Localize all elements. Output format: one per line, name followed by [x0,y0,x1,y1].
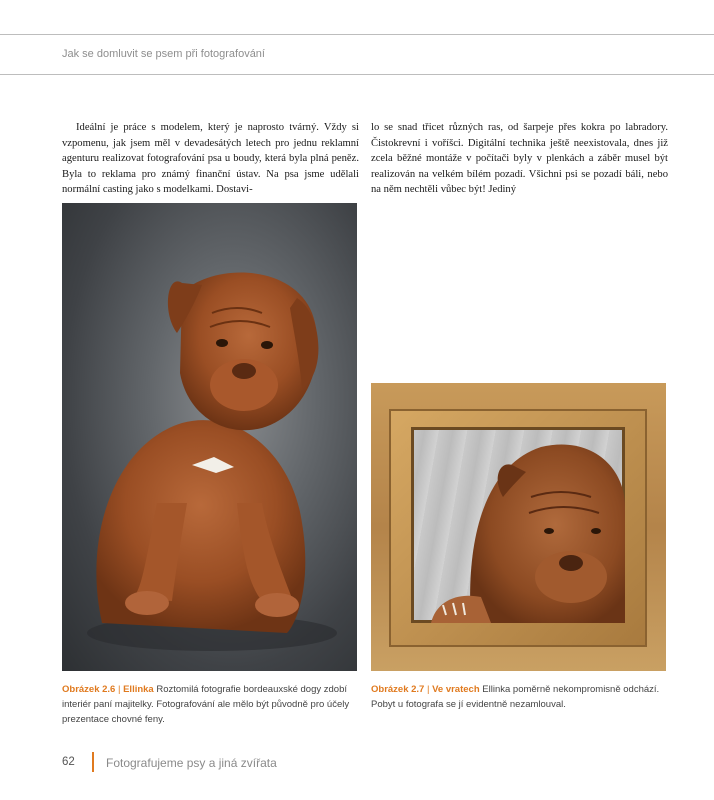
dog-head-illustration [411,427,625,623]
figure-label: Obrázek 2.6 [62,684,116,695]
body-column-left [62,120,359,198]
figure-name: Ve vratech [432,684,480,695]
body-column-right [371,120,668,198]
footer-accent-bar [92,752,94,772]
top-rule [0,34,714,35]
paragraph: lo se snad třicet různých ras, od šarpeje přes kokra po labradory. Čistokrevní i voříšci. Digitální technika ještě neexistovala, dnes již zcela běžné montáže v počítači byly v plenkách a záběr musel být realizován na velkém bílém pozadí. Všichni psi se pozadí báli, nebo na něm nechtěli vůbec být! Jediný [371,122,668,195]
figure-separator: | [117,684,121,695]
figure-label: Obrázek 2.7 [371,684,425,695]
figure-separator: | [426,684,430,695]
running-header: Jak se domluvit se psem při fotografování [62,48,265,60]
window-opening [411,427,625,623]
figure-name: Ellinka [123,684,154,695]
footer-book-title: Fotografujeme psy a jiná zvířata [106,756,277,770]
dog-sitting-illustration [62,203,357,671]
figure-caption-2-6 [62,682,358,727]
page-number: 62 [62,756,75,768]
header-rule [0,74,714,75]
photo-dog-in-window [371,383,666,671]
figure-caption-2-7 [371,682,667,712]
photo-dog-sitting [62,203,357,671]
paragraph: Ideální je práce s modelem, který je naprosto tvárný. Vždy si vzpomenu, jak jsem měl v devadesátých letech pro jednu reklamní agenturu realizovat fotografování psa u boudy, která byla plná peněz. Byla to reklama pro známý finanční ústav. Na psa jsme udělali normální casting jako s modelkami. Dostavi- [62,122,359,195]
figure-text: Ellinka poměrně nekompromisně odchází. Pobyt u fotografa se jí evidentně nezamlouval. [371,684,660,710]
figure-text: Roztomilá fotografie bordeauxské dogy zdobí interiér paní majitelky. Fotografování ale mělo být původně pro účely prezentace chovné feny. [62,684,350,725]
